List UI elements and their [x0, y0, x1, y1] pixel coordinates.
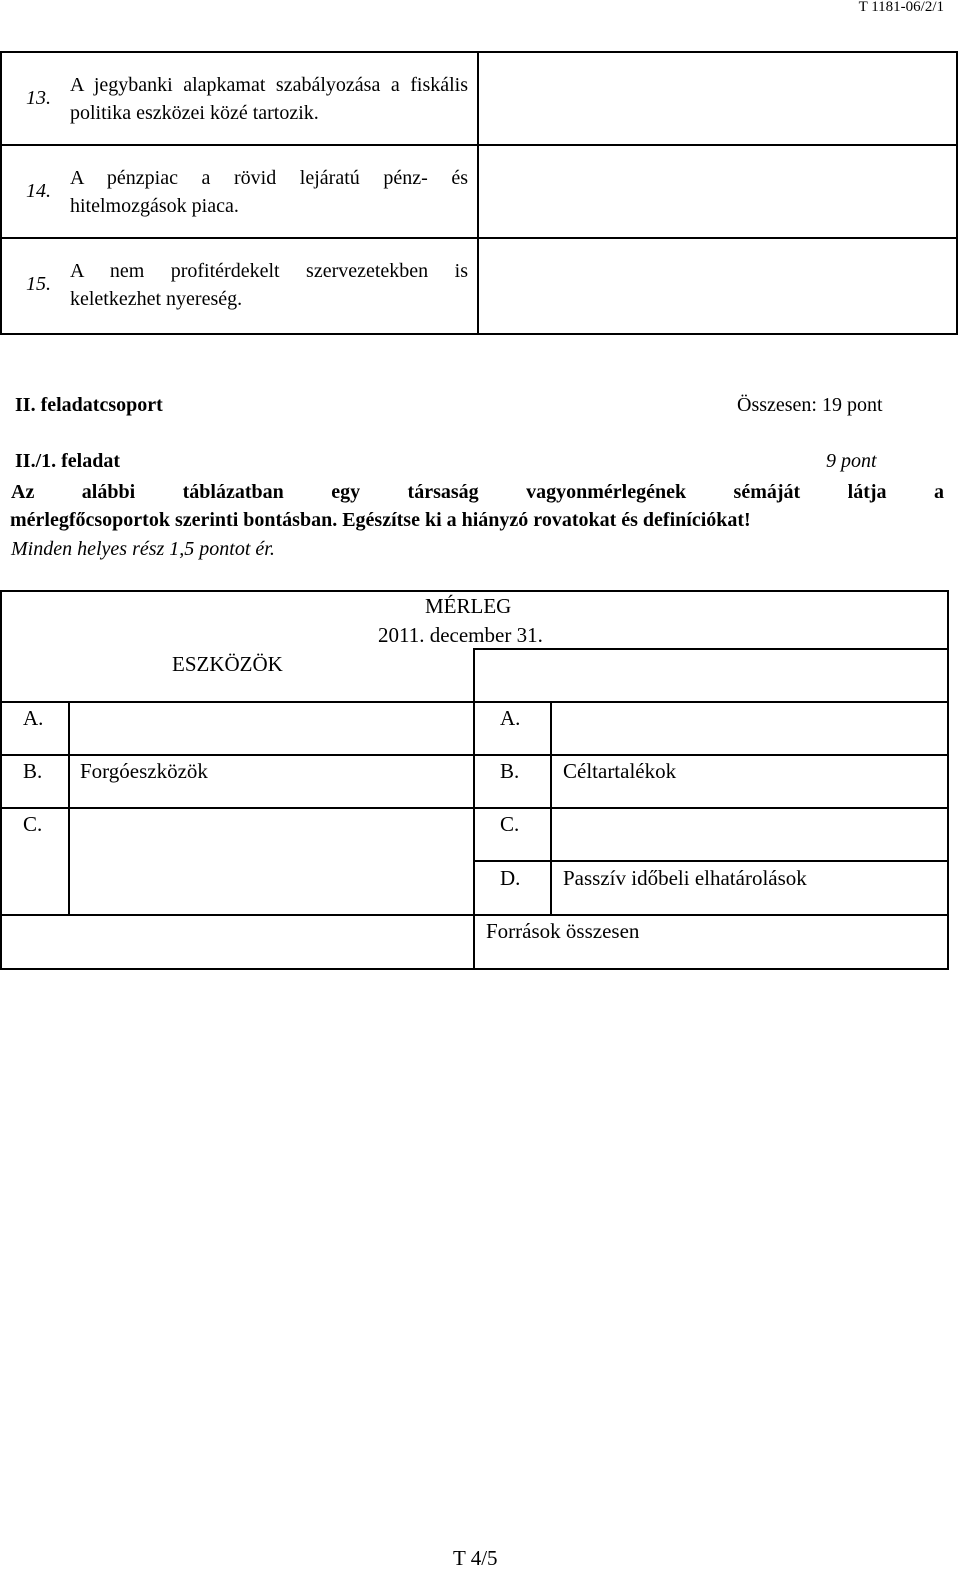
- assets-total-cell[interactable]: [2, 916, 473, 968]
- assets-header: ESZKÖZÖK: [172, 652, 283, 676]
- answer-cell-13[interactable]: [477, 51, 958, 146]
- page-number: T 4/5: [453, 1546, 498, 1570]
- task-points: 9 pont: [826, 450, 877, 472]
- statement-text: A pénzpiac a rövid lejáratú pénz- és hitelmozgások piaca.: [70, 167, 468, 217]
- answer-cell-14[interactable]: [477, 144, 958, 239]
- asset-letter-b: B.: [23, 759, 43, 783]
- task-instruction-line-3: Minden helyes rész 1,5 pontot ér.: [11, 538, 275, 560]
- statement-text: A nem profitérdekelt szervezetekben is keletkezhet nyereség.: [70, 260, 468, 310]
- asset-letter-c: C.: [23, 812, 43, 836]
- sources-total-label: Források összesen: [486, 919, 640, 943]
- task-instruction-line-1: Az alábbi táblázatban egy társaság vagyonmérlegének sémáját látja a: [11, 481, 944, 503]
- section-title: II. feladatcsoport: [15, 394, 163, 416]
- source-letter-a: A.: [500, 706, 521, 730]
- statement-row-15: [0, 237, 958, 330]
- section-total: Összesen: 19 pont: [737, 394, 883, 416]
- statement-text: A jegybanki alapkamat szabályozása a fiskális politika eszközei közé tartozik.: [70, 74, 468, 124]
- balance-sheet-date: 2011. december 31.: [378, 623, 543, 647]
- source-letter-b: B.: [500, 759, 520, 783]
- document-code: T 1181-06/2/1: [858, 0, 944, 15]
- statement-number: 15.: [26, 273, 51, 295]
- statement-number: 14.: [26, 180, 51, 202]
- statement-row-13: [0, 51, 958, 144]
- statement-number: 13.: [26, 87, 51, 109]
- task-instruction-line-2: mérlegfőcsoportok szerinti bontásban. Egészítse ki a hiányzó rovatokat és definíciókat!: [10, 509, 751, 531]
- balance-sheet-title: MÉRLEG: [425, 594, 512, 618]
- balance-sheet-table: [0, 590, 949, 970]
- task-title: II./1. feladat: [15, 450, 120, 472]
- source-letter-d: D.: [500, 866, 521, 890]
- answer-cell-15[interactable]: [477, 237, 958, 335]
- asset-label-b: Forgóeszközök: [80, 759, 208, 783]
- source-label-d: Passzív időbeli elhatárolások: [563, 866, 807, 890]
- statement-row-14: [0, 144, 958, 237]
- statements-table: [0, 51, 958, 335]
- source-label-b: Céltartalékok: [563, 759, 677, 783]
- source-letter-c: C.: [500, 812, 520, 836]
- asset-letter-a: A.: [23, 706, 44, 730]
